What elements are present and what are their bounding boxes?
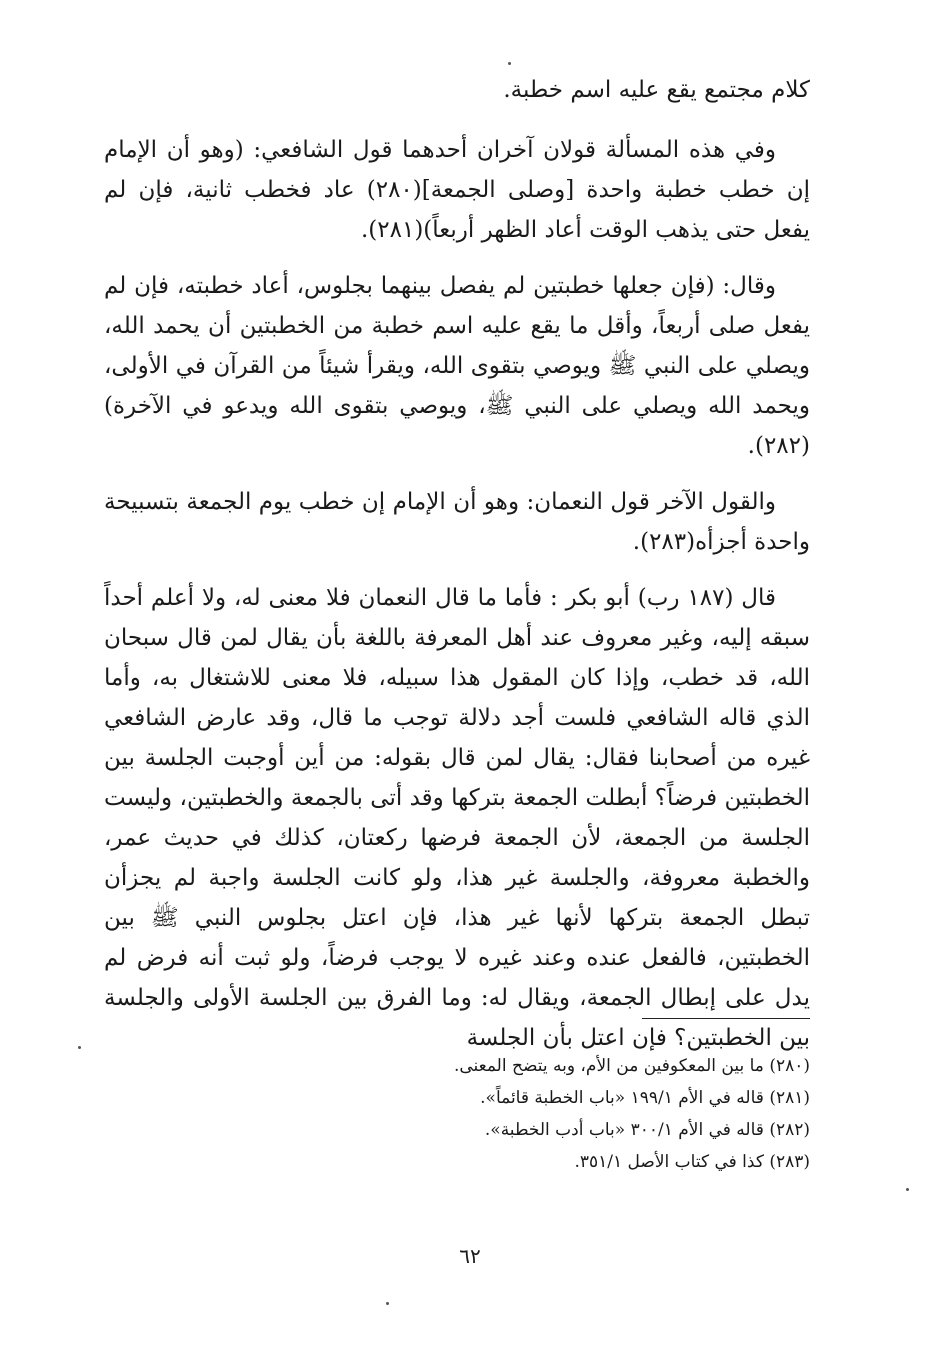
footnote-283: (٢٨٣) كذا في كتاب الأصل ٣٥١/١. bbox=[574, 1152, 810, 1172]
paragraph-numan-view: والقول الآخر قول النعمان: وهو أن الإمام إن خطب يوم الجمعة بتسبيحة واحدة أجزأه(٢٨٣). bbox=[104, 489, 810, 555]
paragraph-shafii-view: وفي هذه المسألة قولان آخران أحدهما قول الشافعي: (وهو أن الإمام إن خطب خطبة واحدة [وصلى الجمعة](٢٨٠) عاد فخطب ثانية، فإن لم يفعل حتى يذهب الوقت أعاد الظهر أربعاً)(٢٨١). bbox=[104, 137, 810, 243]
page-number: ٦٢ bbox=[459, 1244, 481, 1268]
scan-speck bbox=[906, 1188, 909, 1191]
paragraph-abu-bakr: قال (١٨٧ رب) أبو بكر : فأما ما قال النعمان فلا معنى له، ولا أعلم أحداً سبقه إليه، وغير معروف عند أهل المعرفة باللغة بأن يقال لمن قال سبحان الله، قد خطب، وإذا كان المقول هذا سبيله، فلا معنى للاشتغال به، وأما الذي قاله الشافعي فلست أجد دلالة توجب ما قال، وقد عارض الشافعي غيره من أصحابنا فقال: يقال لمن قال بقوله: من أين أوجبت الجلسة بين الخطبتين فرضاً؟ أبطلت الجمعة بتركها وقد أتى بالجمعة والخطبتين، وليست الجلسة من الجمعة، لأن الجمعة فرضها ركعتان، كذلك في حديث عمر، والخطبة معروفة، والجلسة غير هذا، ولو كانت الجلسة واجبة لم يجزأن تبطل الجمعة بتركها لأنها غير هذا، فإن اعتل بجلوس النبي ﷺ بين الخطبتين، فالفعل عنده وعند غيره لا يوجب فرضاً، ولو ثبت أنه فرض لم يدل على إبطال الجمعة، ويقال له: وما الفرق بين الجلسة الأولى والجلسة بين الخطبتين؟ فإن اعتل بأن الجلسة bbox=[104, 585, 810, 1051]
footnote-282: (٢٨٢) قاله في الأم ٣٠٠/١ «باب أدب الخطبة». bbox=[484, 1120, 810, 1140]
scan-speck bbox=[78, 1046, 81, 1049]
scan-speck bbox=[508, 62, 511, 65]
paragraph-continuation: كلام مجتمع يقع عليه اسم خطبة. bbox=[503, 77, 810, 103]
paragraph-two-sermons: وقال: (فإن جعلها خطبتين لم يفصل بينهما بجلوس، أعاد خطبته، فإن لم يفعل صلى أربعاً، وأقل ما يقع عليه اسم خطبة من الخطبتين أن يحمد الله، ويصلي على النبي ﷺ ويوصي بتقوى الله، ويقرأ شيئاً من القرآن في الأولى، ويحمد الله ويصلي على النبي ﷺ، ويوصي بتقوى الله ويدعو في الآخرة)(٢٨٢). bbox=[104, 273, 810, 459]
footnote-divider bbox=[642, 1018, 810, 1019]
footnote-280: (٢٨٠) ما بين المعكوفين من الأم، وبه يتضح المعنى. bbox=[453, 1056, 810, 1076]
footnote-281: (٢٨١) قاله في الأم ١٩٩/١ «باب الخطبة قائماً». bbox=[480, 1088, 810, 1108]
main-text bbox=[104, 70, 810, 1074]
footnotes bbox=[210, 1050, 810, 1178]
scan-speck bbox=[386, 1302, 389, 1305]
